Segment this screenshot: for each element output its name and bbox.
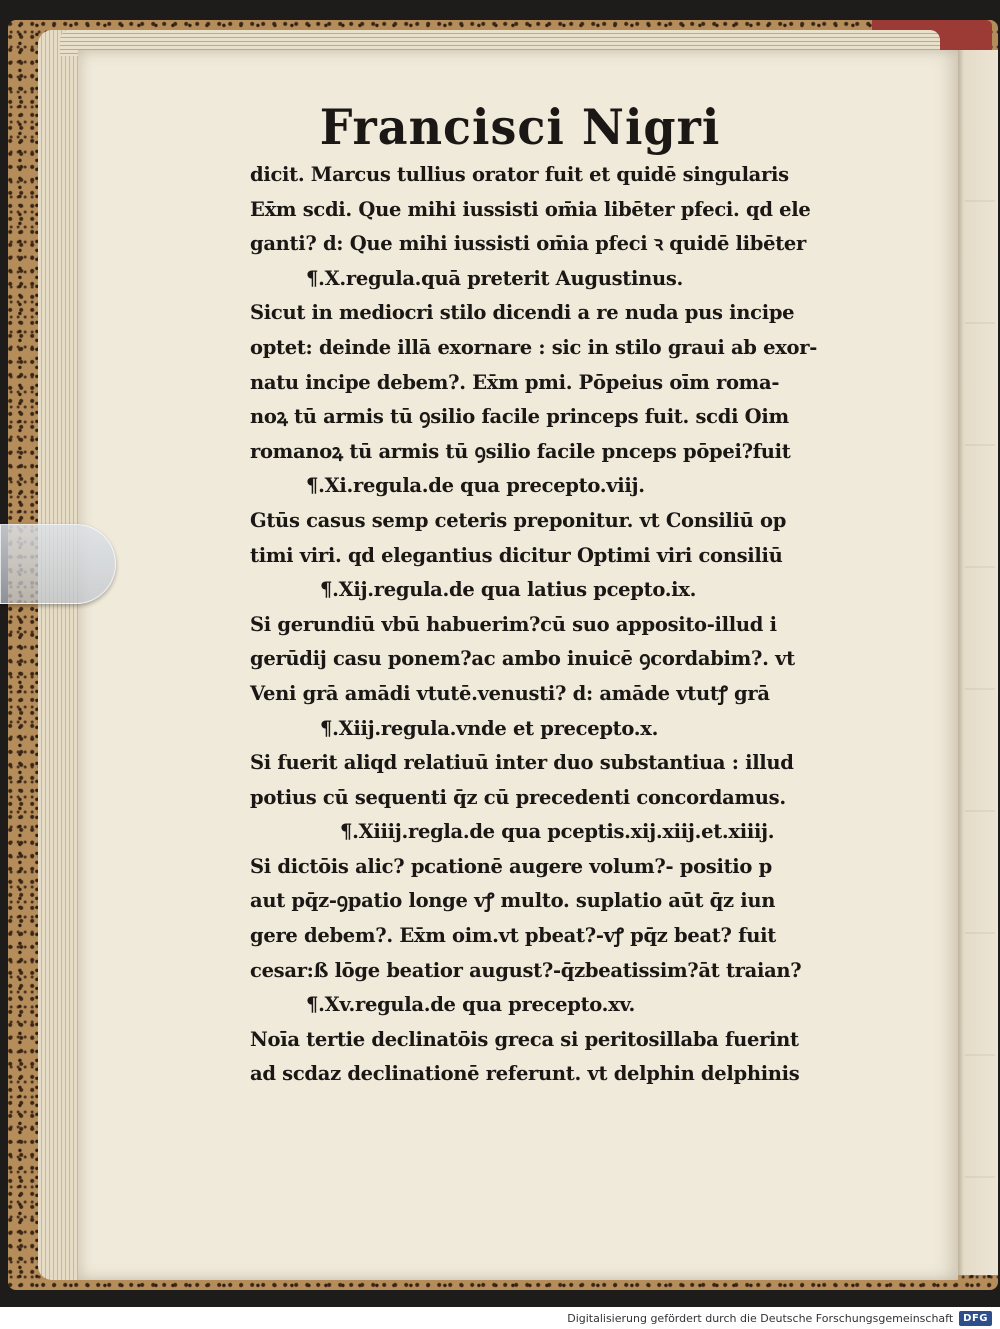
- facing-page-edge: [965, 80, 995, 1270]
- text-line: Sicut in mediocri stilo dicendi a re nuda pus incipe: [250, 301, 795, 325]
- text-line: Si dictōis alic? pcationē augere volum?- positio p: [250, 854, 772, 878]
- dfg-logo: DFG: [959, 1311, 992, 1326]
- text-line: cesar:ß lōge beatior august?-q̄zbeatissim?āt traian?: [250, 958, 802, 982]
- glass-page-clip: [0, 524, 116, 604]
- page-heading: Francisci Nigri: [319, 98, 721, 156]
- text-line: romanoꝝ tū armis tū ꝯsilio facile pnceps pōpei?fuit: [250, 439, 791, 463]
- rubric-line: ¶.X.regula.quā preterit Augustinus.: [306, 266, 684, 290]
- text-lines: [250, 158, 818, 1092]
- rubric-line: ¶.Xiij.regula.vnde et precepto.x.: [320, 716, 659, 740]
- text-line: Si gerundiū vbū habuerim?cū suo apposito-illud i: [250, 612, 777, 636]
- text-line: ad scdaz declinationē referunt. vt delphin delphinis: [250, 1062, 800, 1086]
- text-line: Si fuerit aliqd relatiuū inter duo substantiua : illud: [250, 751, 794, 775]
- text-line: Noīa tertie declinatōis greca si peritosillaba fuerint: [250, 1027, 799, 1051]
- text-line: dicit. Marcus tullius orator fuit et quidē singularis: [250, 163, 789, 186]
- text-line: aut pq̄z-ꝯpatio longe vꝭ multo. suplatio aūt q̄z iun: [250, 889, 776, 913]
- text-line: Gtūs casus semp ceteris preponitur. vt Consiliū op: [250, 508, 787, 532]
- footer-bar: [0, 1307, 1000, 1329]
- text-line: Ex̄m scdi. Que mihi iussisti om̄ia libēter pfeci. qd ele: [250, 197, 811, 221]
- page-text: [250, 98, 818, 1092]
- text-line: ganti? d: Que mihi iussisti om̄ia pfeci ꝛ quidē libēter: [250, 232, 807, 256]
- text-line: natu incipe debem?. Ex̄m pmi. Pōpeius oīm roma-: [250, 370, 780, 394]
- text-line: optet: deinde illā exornare : sic in stilo graui ab exor-: [250, 335, 818, 359]
- text-line: potius cū sequenti q̄z cū precedenti concordamus.: [250, 785, 786, 809]
- rubric-line: ¶.Xv.regula.de qua precepto.xv.: [306, 993, 636, 1017]
- rubric-line: ¶.Xij.regula.de qua latius pcepto.ix.: [320, 578, 697, 602]
- text-line: noꝝ tū armis tū ꝯsilio facile princeps fuit. scdi Oim: [250, 405, 789, 429]
- text-line: timi viri. qd elegantius dicitur Optimi viri consiliū: [250, 543, 783, 567]
- text-line: Veni grā amādi vtutē.venusti? d: amāde vtutꝭ grā: [250, 681, 770, 705]
- text-line: gere debem?. Ex̄m oim.vt pbeat?-vꝭ pq̄z beat? fuit: [250, 924, 776, 948]
- rubric-line: ¶.Xi.regula.de qua precepto.viij.: [306, 474, 645, 498]
- footer-credit: Digitalisierung gefördert durch die Deutsche Forschungsgemeinschaft: [567, 1311, 954, 1325]
- rubric-line: ¶.Xiiij.regla.de qua pceptis.xij.xiij.et.xiiij.: [340, 820, 775, 844]
- text-line: gerūdij casu ponem?ac ambo inuicē ꝯcordabim?. vt: [250, 647, 795, 671]
